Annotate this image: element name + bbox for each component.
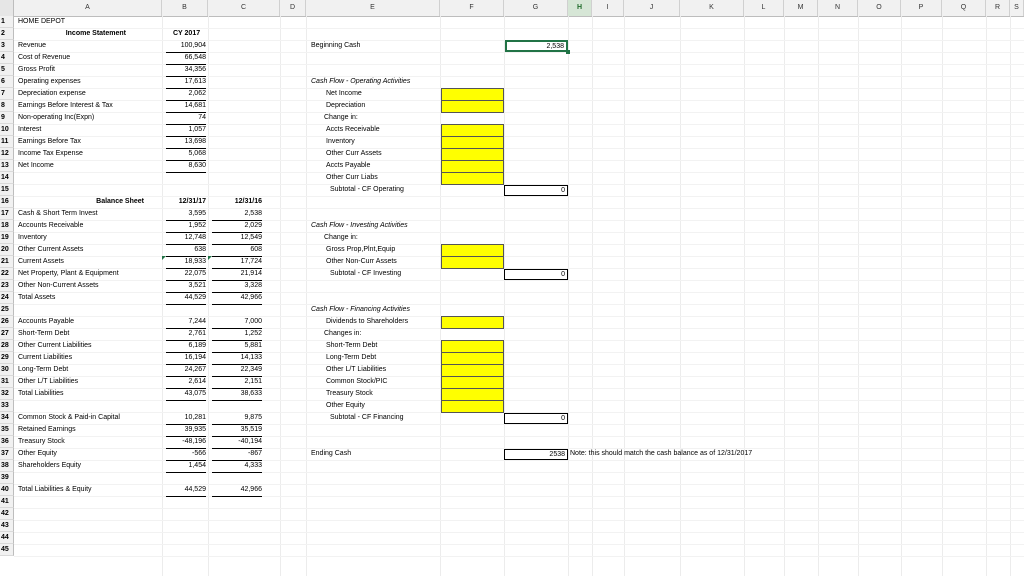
column-header-o[interactable]: O — [858, 0, 901, 16]
balance-label-cell[interactable]: Total Liabilities & Equity — [18, 486, 92, 493]
balance-2017-cell[interactable]: 2,614 — [166, 376, 206, 389]
balance-label-cell[interactable]: Total Liabilities — [18, 390, 64, 397]
balance-2017-cell[interactable]: 2,761 — [166, 328, 206, 341]
cashflow-item-label[interactable]: Short-Term Debt — [326, 342, 378, 349]
balance-2016-cell[interactable]: 608 — [212, 244, 262, 257]
row-header-12[interactable]: 12 — [0, 148, 14, 160]
balance-2016-cell[interactable]: 38,633 — [212, 388, 262, 401]
column-header-h[interactable]: H — [568, 0, 592, 16]
row-header-7[interactable]: 7 — [0, 88, 14, 100]
income-label-cell[interactable]: Income Tax Expense — [18, 150, 83, 157]
row-header-19[interactable]: 19 — [0, 232, 14, 244]
balance-2017-cell[interactable]: 43,075 — [166, 388, 206, 401]
balance-2017-cell[interactable]: 24,267 — [166, 364, 206, 377]
cashflow-item-label[interactable]: Common Stock/PIC — [326, 378, 388, 385]
income-label-cell[interactable]: Interest — [18, 126, 42, 133]
balance-2017-cell[interactable]: 18,933 — [166, 256, 206, 269]
balance-label-cell[interactable]: Other Current Assets — [18, 246, 84, 253]
cashflow-item-label[interactable]: Other Non-Curr Assets — [326, 258, 397, 265]
row-header-25[interactable]: 25 — [0, 304, 14, 316]
row-header-23[interactable]: 23 — [0, 280, 14, 292]
balance-label-cell[interactable]: Shareholders Equity — [18, 462, 82, 469]
balance-label-cell[interactable]: Common Stock & Paid-in Capital — [18, 414, 120, 421]
balance-2016-cell[interactable]: 17,724 — [212, 256, 262, 269]
column-header-a[interactable]: A — [14, 0, 162, 16]
balance-col1-header[interactable]: 12/31/17 — [178, 198, 206, 205]
balance-label-cell[interactable]: Current Assets — [18, 258, 64, 265]
cashflow-subtotal-value[interactable]: 0 — [504, 413, 568, 424]
balance-2017-cell[interactable]: 10,281 — [166, 412, 206, 425]
balance-2017-cell[interactable]: 3,521 — [166, 280, 206, 293]
balance-2016-cell[interactable]: 1,252 — [212, 328, 262, 341]
income-label-cell[interactable]: Gross Profit — [18, 66, 55, 73]
balance-label-cell[interactable]: Long-Term Debt — [18, 366, 69, 373]
row-header-26[interactable]: 26 — [0, 316, 14, 328]
cashflow-item-label[interactable]: Accts Receivable — [326, 126, 380, 133]
input-cell-yellow[interactable] — [441, 100, 504, 113]
cashflow-subtotal-label[interactable]: Subtotal - CF Operating — [330, 186, 404, 193]
balance-2017-cell[interactable]: 7,244 — [166, 316, 206, 329]
cashflow-item-label[interactable]: Gross Prop,Plnt,Equip — [326, 246, 396, 253]
row-header-21[interactable]: 21 — [0, 256, 14, 268]
income-value-cell[interactable]: 17,613 — [166, 76, 206, 89]
balance-label-cell[interactable]: Net Property, Plant & Equipment — [18, 270, 119, 277]
input-cell-yellow[interactable] — [441, 400, 504, 413]
row-gridline — [14, 532, 1024, 533]
balance-2017-cell[interactable]: -48,196 — [166, 436, 206, 449]
row-header-40[interactable]: 40 — [0, 484, 14, 496]
income-value-cell[interactable]: 100,904 — [166, 40, 206, 53]
balance-label-cell[interactable]: Treasury Stock — [18, 438, 65, 445]
column-header-p[interactable]: P — [901, 0, 942, 16]
row-header-32[interactable]: 32 — [0, 388, 14, 400]
beginning-cash-label[interactable]: Beginning Cash — [311, 42, 361, 49]
ending-cash-label[interactable]: Ending Cash — [311, 450, 352, 457]
ending-cash-value[interactable]: 2538 — [504, 449, 568, 460]
row-header-20[interactable]: 20 — [0, 244, 14, 256]
balance-label-cell[interactable]: Retained Earnings — [18, 426, 76, 433]
row-header-13[interactable]: 13 — [0, 160, 14, 172]
column-header-q[interactable]: Q — [942, 0, 986, 16]
row-header-42[interactable]: 42 — [0, 508, 14, 520]
row-header-11[interactable]: 11 — [0, 136, 14, 148]
balance-2016-cell[interactable]: 2,029 — [212, 220, 262, 233]
balance-label-cell[interactable]: Cash & Short Term Invest — [18, 210, 98, 217]
balance-2016-cell[interactable]: -40,194 — [212, 436, 262, 449]
balance-sheet-title[interactable]: Balance Sheet — [96, 198, 144, 205]
balance-2017-cell[interactable]: 16,194 — [166, 352, 206, 365]
balance-2016-cell[interactable]: 42,966 — [212, 292, 262, 305]
fill-handle[interactable] — [566, 50, 570, 54]
row-header-29[interactable]: 29 — [0, 352, 14, 364]
cashflow-item-label[interactable]: Other Equity — [326, 402, 365, 409]
income-label-cell[interactable]: Non-operating Inc(Expn) — [18, 114, 95, 121]
row-header-34[interactable]: 34 — [0, 412, 14, 424]
row-header-38[interactable]: 38 — [0, 460, 14, 472]
income-value-cell[interactable]: 66,548 — [166, 52, 206, 65]
row-header-3[interactable]: 3 — [0, 40, 14, 52]
row-header-6[interactable]: 6 — [0, 76, 14, 88]
cashflow-item-label[interactable]: Long-Term Debt — [326, 354, 377, 361]
income-statement-title[interactable]: Income Statement — [65, 30, 126, 37]
balance-2017-cell[interactable]: 22,075 — [166, 268, 206, 281]
balance-2017-cell[interactable]: 6,189 — [166, 340, 206, 353]
row-header-10[interactable]: 10 — [0, 124, 14, 136]
cashflow-item-label[interactable]: Other Curr Assets — [326, 150, 382, 157]
balance-label-cell[interactable]: Total Assets — [18, 294, 56, 301]
income-label-cell[interactable]: Earnings Before Tax — [18, 138, 81, 145]
balance-2017-cell[interactable]: 39,935 — [166, 424, 206, 437]
income-label-cell[interactable]: Cost of Revenue — [18, 54, 71, 61]
column-header-c[interactable]: C — [208, 0, 280, 16]
income-value-cell[interactable]: 13,698 — [166, 136, 206, 149]
input-cell-yellow[interactable] — [441, 256, 504, 269]
column-header-m[interactable]: M — [784, 0, 818, 16]
balance-label-cell[interactable]: Inventory — [18, 234, 47, 241]
balance-2016-cell[interactable]: -867 — [212, 448, 262, 461]
balance-label-cell[interactable]: Other L/T Liabilities — [18, 378, 79, 385]
balance-2016-cell[interactable]: 2,151 — [212, 376, 262, 389]
error-indicator-icon — [208, 256, 212, 260]
balance-2016-cell[interactable]: 42,966 — [212, 484, 262, 497]
balance-2016-cell[interactable]: 9,875 — [212, 412, 262, 425]
cashflow-item-label[interactable]: Change in: — [324, 114, 358, 121]
income-label-cell[interactable]: Net Income — [18, 162, 54, 169]
column-header-e[interactable]: E — [306, 0, 440, 16]
balance-col2-header[interactable]: 12/31/16 — [234, 198, 262, 205]
balance-2016-cell[interactable]: 3,328 — [212, 280, 262, 293]
income-label-cell[interactable]: Earnings Before Interest & Tax — [18, 102, 113, 109]
row-header-16[interactable]: 16 — [0, 196, 14, 208]
row-gridline — [14, 508, 1024, 509]
row-header-43[interactable]: 43 — [0, 520, 14, 532]
balance-label-cell[interactable]: Other Equity — [18, 450, 57, 457]
balance-label-cell[interactable]: Accounts Receivable — [18, 222, 84, 229]
income-value-cell[interactable]: 5,068 — [166, 148, 206, 161]
cashflow-item-label[interactable]: Changes in: — [324, 330, 362, 337]
row-header-1[interactable]: 1 — [0, 16, 14, 28]
balance-label-cell[interactable]: Current Liabilities — [18, 354, 73, 361]
row-header-22[interactable]: 22 — [0, 268, 14, 280]
column-header-n[interactable]: N — [818, 0, 858, 16]
column-header-g[interactable]: G — [504, 0, 568, 16]
column-header-s[interactable]: S — [1010, 0, 1024, 16]
cashflow-section-title[interactable]: Cash Flow - Investing Activities — [311, 222, 408, 229]
balance-label-cell[interactable]: Short-Term Debt — [18, 330, 70, 337]
row-header-28[interactable]: 28 — [0, 340, 14, 352]
cashflow-subtotal-value[interactable]: 0 — [504, 185, 568, 196]
column-header-l[interactable]: L — [744, 0, 784, 16]
company-name-cell[interactable]: HOME DEPOT — [18, 18, 66, 25]
row-header-8[interactable]: 8 — [0, 100, 14, 112]
balance-2017-cell[interactable]: 44,529 — [166, 292, 206, 305]
cashflow-item-label[interactable]: Change in: — [324, 234, 358, 241]
income-label-cell[interactable]: Depreciation expense — [18, 90, 86, 97]
income-value-cell[interactable]: 8,630 — [166, 160, 206, 173]
row-header-5[interactable]: 5 — [0, 64, 14, 76]
row-header-2[interactable]: 2 — [0, 28, 14, 40]
cashflow-subtotal-label[interactable]: Subtotal - CF Financing — [330, 414, 404, 421]
note-cell[interactable]: Note: this should match the cash balance as of 12/31/2017 — [570, 450, 753, 457]
row-header-14[interactable]: 14 — [0, 172, 14, 184]
balance-2016-cell[interactable]: 14,133 — [212, 352, 262, 365]
row-header-31[interactable]: 31 — [0, 376, 14, 388]
row-header-45[interactable]: 45 — [0, 544, 14, 556]
cashflow-subtotal-label[interactable]: Subtotal - CF Investing — [330, 270, 402, 277]
cashflow-item-label[interactable]: Other Curr Liabs — [326, 174, 378, 181]
row-gridline — [14, 520, 1024, 521]
row-header-41[interactable]: 41 — [0, 496, 14, 508]
row-gridline — [14, 544, 1024, 545]
balance-2017-cell[interactable]: 12,748 — [166, 232, 206, 245]
cashflow-item-label[interactable]: Dividends to Shareholders — [326, 318, 409, 325]
income-label-cell[interactable]: Operating expenses — [18, 78, 81, 85]
cashflow-item-label[interactable]: Net Income — [326, 90, 362, 97]
balance-2016-cell[interactable]: 21,914 — [212, 268, 262, 281]
balance-2017-cell[interactable]: 44,529 — [166, 484, 206, 497]
input-cell-yellow[interactable] — [441, 316, 504, 329]
row-header-17[interactable]: 17 — [0, 208, 14, 220]
row-header-44[interactable]: 44 — [0, 532, 14, 544]
cashflow-section-title[interactable]: Cash Flow - Financing Activities — [311, 306, 410, 313]
column-header-i[interactable]: I — [592, 0, 624, 16]
income-value-cell[interactable]: 34,356 — [166, 64, 206, 77]
error-indicator-icon — [162, 256, 166, 260]
row-header-33[interactable]: 33 — [0, 400, 14, 412]
row-header-9[interactable]: 9 — [0, 112, 14, 124]
row-header-37[interactable]: 37 — [0, 448, 14, 460]
select-all-corner[interactable] — [0, 0, 14, 16]
balance-2017-cell[interactable]: -566 — [166, 448, 206, 461]
row-gridline — [14, 28, 1024, 29]
cashflow-item-label[interactable]: Other L/T Liabilities — [326, 366, 387, 373]
balance-2016-cell[interactable]: 12,549 — [212, 232, 262, 245]
cashflow-item-label[interactable]: Treasury Stock — [326, 390, 373, 397]
balance-2016-cell[interactable]: 35,519 — [212, 424, 262, 437]
income-value-cell[interactable]: 74 — [166, 112, 206, 125]
row-header-4[interactable]: 4 — [0, 52, 14, 64]
balance-2017-cell[interactable]: 1,952 — [166, 220, 206, 233]
cashflow-item-label[interactable]: Inventory — [326, 138, 355, 145]
income-value-cell[interactable]: 2,062 — [166, 88, 206, 101]
row-gridline — [14, 556, 1024, 557]
income-label-cell[interactable]: Revenue — [18, 42, 47, 49]
cashflow-item-label[interactable]: Accts Payable — [326, 162, 371, 169]
balance-2016-cell[interactable]: 5,881 — [212, 340, 262, 353]
balance-2016-cell[interactable]: 7,000 — [212, 316, 262, 329]
beginning-cash-value[interactable]: 2,538 — [505, 40, 568, 52]
cashflow-section-title[interactable]: Cash Flow - Operating Activities — [311, 78, 411, 85]
balance-label-cell[interactable]: Other Non-Current Assets — [18, 282, 99, 289]
balance-2017-cell[interactable]: 638 — [166, 244, 206, 257]
cashflow-item-label[interactable]: Depreciation — [326, 102, 366, 109]
balance-2017-cell[interactable]: 1,454 — [166, 460, 206, 473]
income-value-cell[interactable]: 1,057 — [166, 124, 206, 137]
column-header-b[interactable]: B — [162, 0, 208, 16]
balance-2016-cell[interactable]: 22,349 — [212, 364, 262, 377]
column-header-d[interactable]: D — [280, 0, 306, 16]
balance-label-cell[interactable]: Accounts Payable — [18, 318, 75, 325]
row-header-30[interactable]: 30 — [0, 364, 14, 376]
balance-2016-cell[interactable]: 2,538 — [212, 208, 262, 221]
row-header-35[interactable]: 35 — [0, 424, 14, 436]
balance-2017-cell[interactable]: 3,595 — [166, 208, 206, 221]
row-header-24[interactable]: 24 — [0, 292, 14, 304]
income-period-header[interactable]: CY 2017 — [173, 30, 201, 37]
row-header-27[interactable]: 27 — [0, 328, 14, 340]
row-header-36[interactable]: 36 — [0, 436, 14, 448]
row-header-18[interactable]: 18 — [0, 220, 14, 232]
cashflow-subtotal-value[interactable]: 0 — [504, 269, 568, 280]
column-header-f[interactable]: F — [440, 0, 504, 16]
row-header-39[interactable]: 39 — [0, 472, 14, 484]
balance-label-cell[interactable]: Other Current Liabilities — [18, 342, 92, 349]
column-header-r[interactable]: R — [986, 0, 1010, 16]
balance-2016-cell[interactable]: 4,333 — [212, 460, 262, 473]
column-header-j[interactable]: J — [624, 0, 680, 16]
row-header-15[interactable]: 15 — [0, 184, 14, 196]
input-cell-yellow[interactable] — [441, 172, 504, 185]
column-header-k[interactable]: K — [680, 0, 744, 16]
income-value-cell[interactable]: 14,681 — [166, 100, 206, 113]
